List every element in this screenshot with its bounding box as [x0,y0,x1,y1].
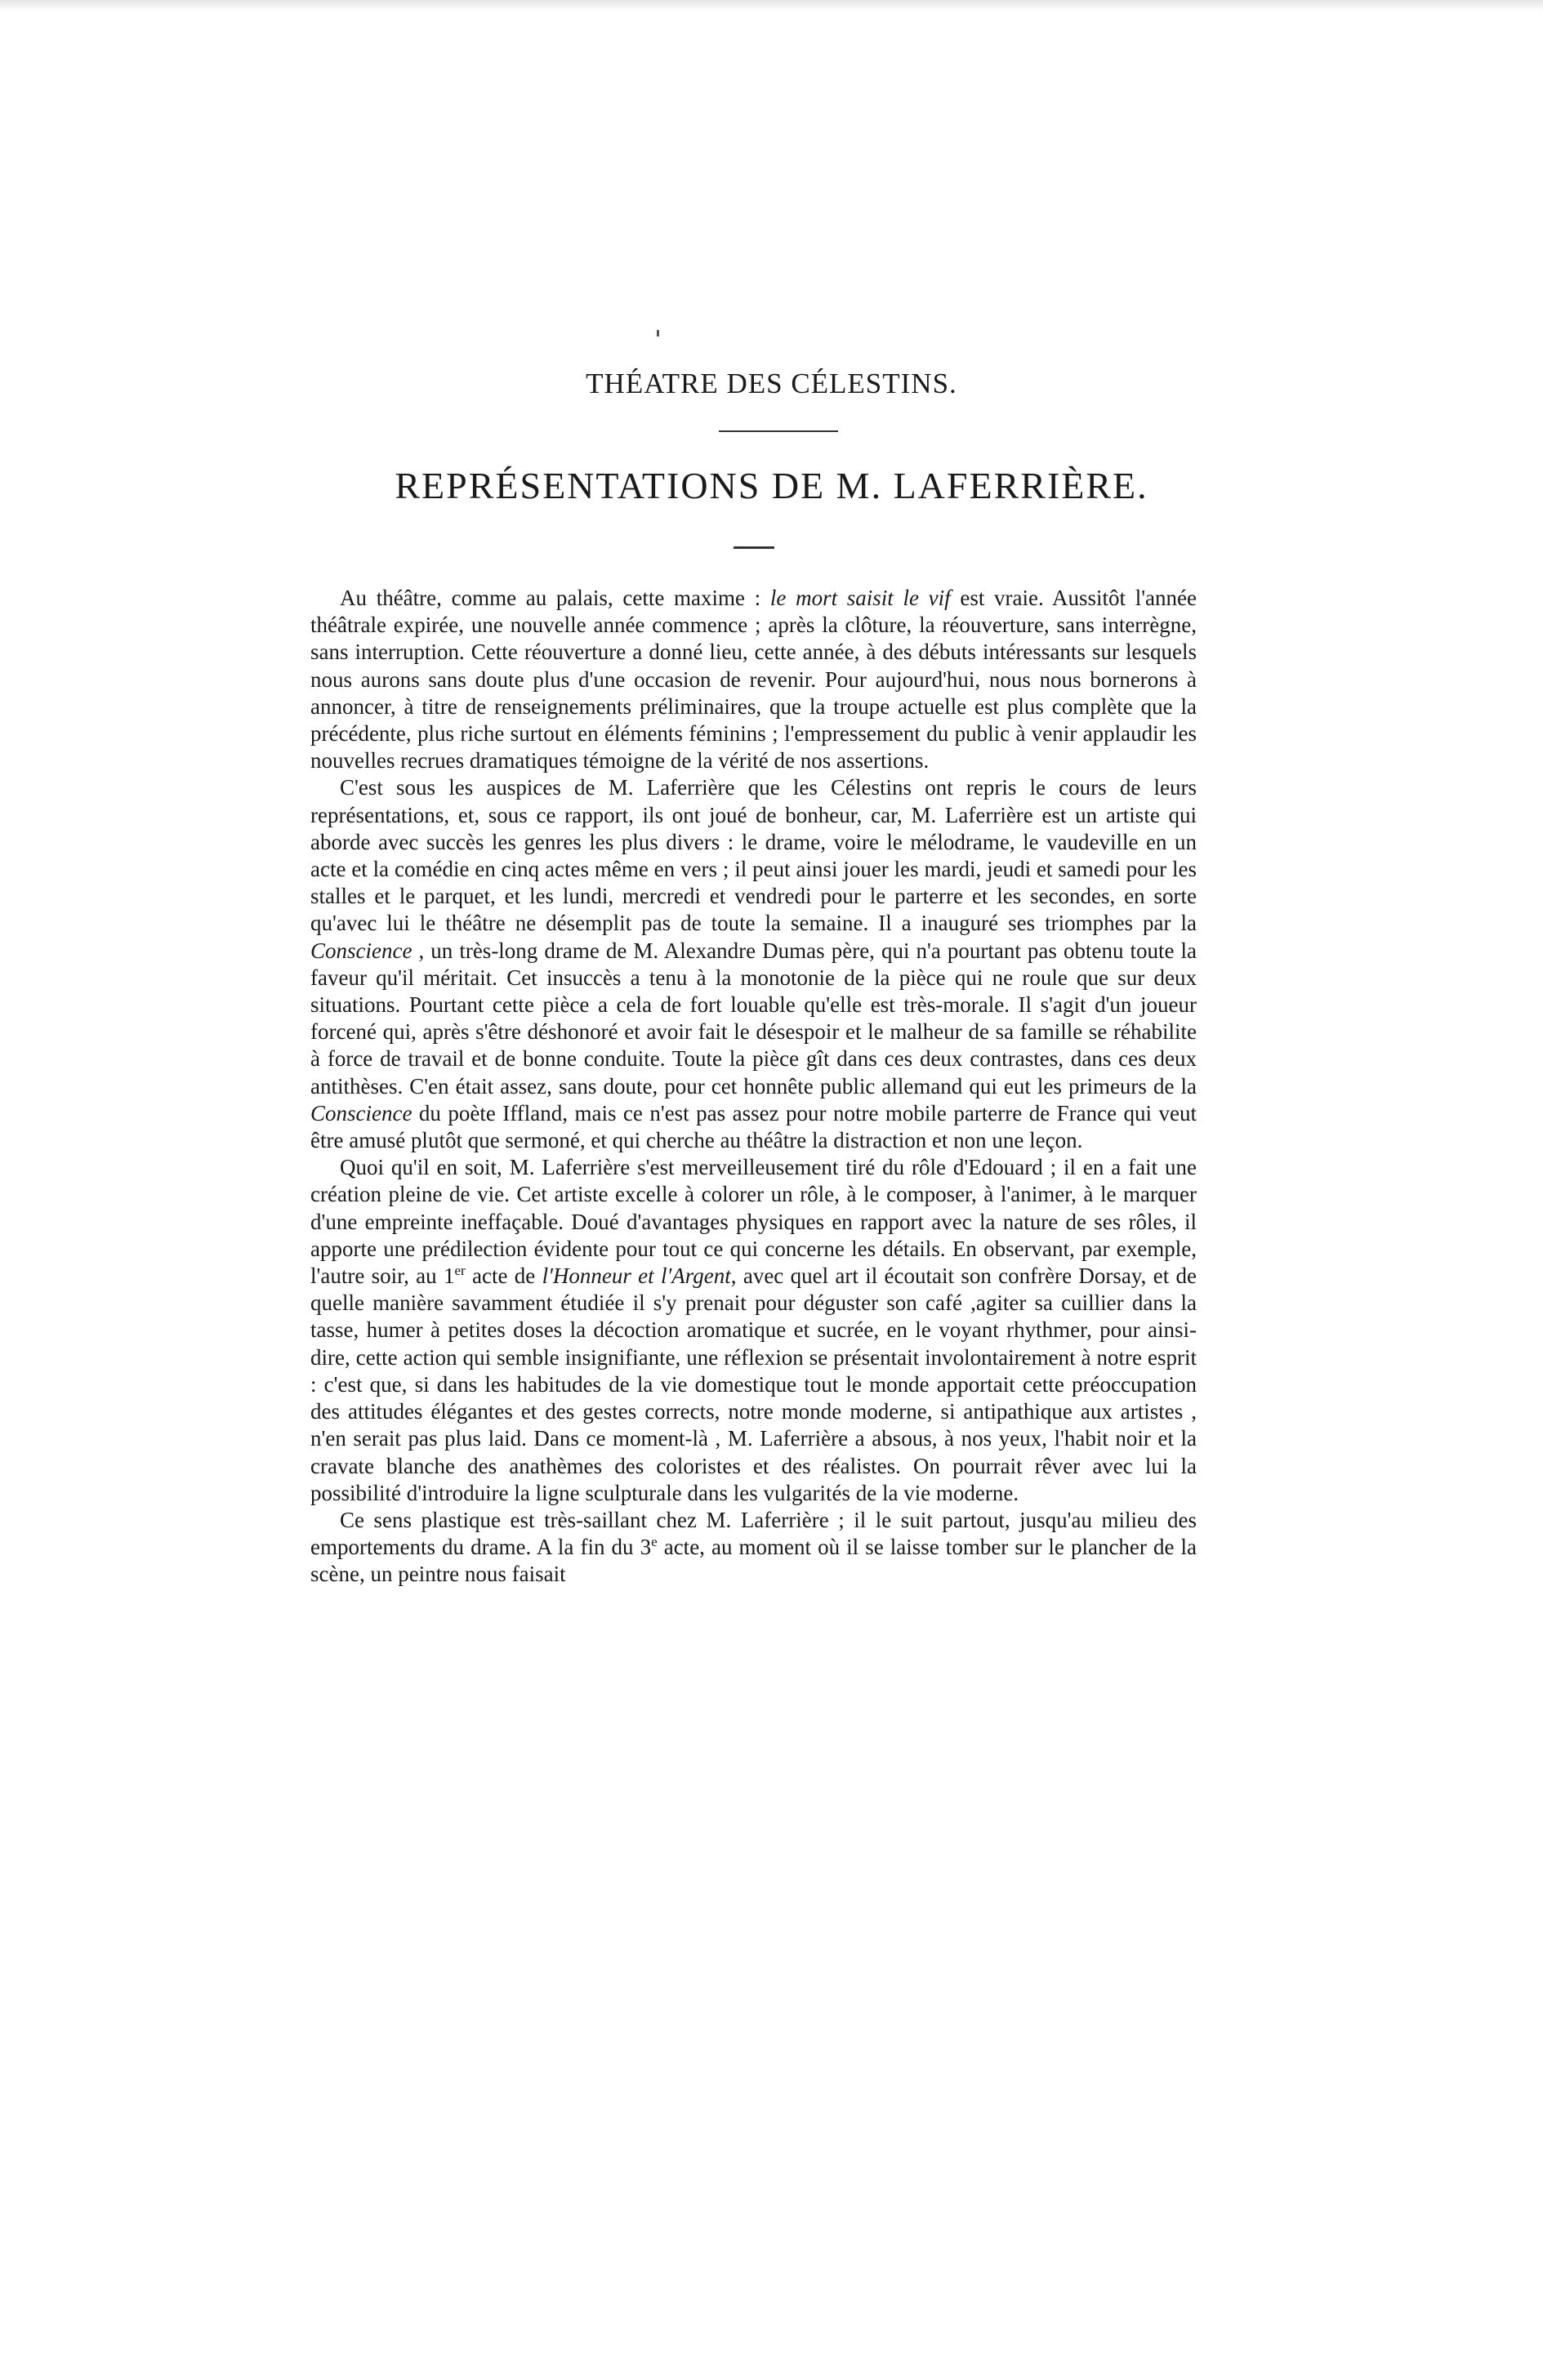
paragraph-text: Quoi qu'il en soit, M. Laferrière s'est merveilleusement tiré du rôle d'Edouard ; il en a fait une création pleine de vie. Cet artiste excelle à colorer un rôle, à le composer, à l'animer, à le marquer d'une empreinte ineffaçable. Doué d'avantages physiques en rapport avec la nature de ses rôles, il apporte une prédilection évidente pour tout ce qui concerne les détails. En observant, par exemple, l'autre soir, au 1 [310,1155,1197,1289]
page-speck [657,330,659,336]
page-subtitle: REPRÉSENTATIONS DE M. LAFERRIÈRE. [395,465,1148,506]
page-top-edge [0,0,1543,11]
italic-play-title: Conscience [310,938,413,963]
paragraph-text: du poète Iffland, mais ce n'est pas assez pour notre mobile parterre de France qui veut être amusé plutôt que sermoné, et qui cherche au théâtre la distraction et non une leçon. [310,1100,1197,1153]
paragraph-1 [310,585,1197,774]
paragraph-2 [310,774,1197,1154]
italic-play-title: l'Honneur et l'Argent [542,1264,731,1289]
paragraph-text: Ce sens plastique est très-saillant chez M. Laferrière ; il le suit partout, jusqu'au milieu des emportements du drame. A la fin du 3 [310,1507,1197,1560]
title-divider [719,430,838,432]
paragraph-text: est vraie. Aussitôt l'année théâtrale expirée, une nouvelle année commence ; après la clôture, la réouverture, sans interrègne, sans interruption. Cette réouverture a donné lieu, cette année, à des débuts intéressants sur lesquels nous aurons sans doute plus d'une occasion de revenir. Pour aujourd'hui, nous nous bornerons à annoncer, à titre de renseignements préliminaires, que la troupe actuelle est plus complète que la précédente, plus riche surtout en éléments féminins ; l'empressement du public à venir applaudir les nouvelles recrues dramatiques témoigne de la vérité de nos assertions. [310,586,1197,773]
paragraph-text: Au théâtre, comme au palais, cette maxime : [340,586,770,610]
paragraph-text: acte, au moment où il se laisse tomber sur le plancher de la scène, un peintre nous faisait [310,1535,1197,1587]
subtitle-divider [734,546,774,549]
superscript: er [454,1263,466,1279]
paragraph-4 [310,1507,1197,1589]
italic-play-title: Conscience [310,1100,413,1125]
italic-quote: le mort saisit le vif [769,586,951,610]
paragraph-text: C'est sous les auspices de M. Laferrière que les Célestins ont repris le cours de leurs représentations, et, sous ce rapport, ils ont joué de bonheur, car, M. Laferrière est un artiste qui aborde avec succès les genres les plus divers : le drame, voire le mélodrame, le vaudeville en un acte et la comédie en cinq actes même en vers ; il peut ainsi jouer les mardi, jeudi et samedi pour les stalles et le parquet, et les lundi, mercredi et vendredi pour le parterre et les secondes, en sorte qu'avec lui le théâtre ne désemplit pas de toute la semaine. Il a inauguré ses triomphes par la [310,775,1197,936]
paragraph-text: , avec quel art il écoutait son confrère Dorsay, et de quelle manière savamment étudiée il s'y prenait pour déguster son café ,agiter sa cuillier dans la tasse, humer à petites doses la décoction aromatique et sucrée, en le voyant rhythmer, pour ainsi-dire, cette action qui semble insignifiante, une réflexion se présentait involontairement à notre esprit : c'est que, si dans les habitudes de la vie domestique tout le monde apportait cette préoccupation des attitudes élégantes et des gestes corrects, notre monde moderne, si antipathique aux artistes , n'en serait pas plus laid. Dans ce moment-là , M. Laferrière a absous, à nos yeux, l'habit noir et la cravate blanche des anathèmes des coloristes et des réalistes. On pourrait rêver avec lui la possibilité d'introduire la ligne sculpturale dans les vulgarités de la vie moderne. [310,1264,1197,1505]
paragraph-text: , un très-long drame de M. Alexandre Dumas père, qui n'a pourtant pas obtenu toute la faveur qu'il méritait. Cet insuccès a tenu à la monotonie de la pièce qui ne roule que sur deux situations. Pourtant cette pièce a cela de fort louable qu'elle est très-morale. Il s'agit d'un joueur forcené qui, après s'être déshonoré et avoir fait le désespoir et le malheur de sa famille se réhabilite à force de travail et de bonne conduite. Toute la pièce gît dans ces deux contrastes, dans ces deux antithèses. C'en était assez, sans doute, pour cet honnête public allemand qui eut les primeurs de la [310,938,1197,1099]
paragraph-text: acte de [465,1264,542,1289]
page-title: THÉATRE DES CÉLESTINS. [586,368,957,399]
superscript: e [651,1534,658,1550]
paragraph-3 [310,1154,1197,1507]
article-body [310,585,1197,1589]
